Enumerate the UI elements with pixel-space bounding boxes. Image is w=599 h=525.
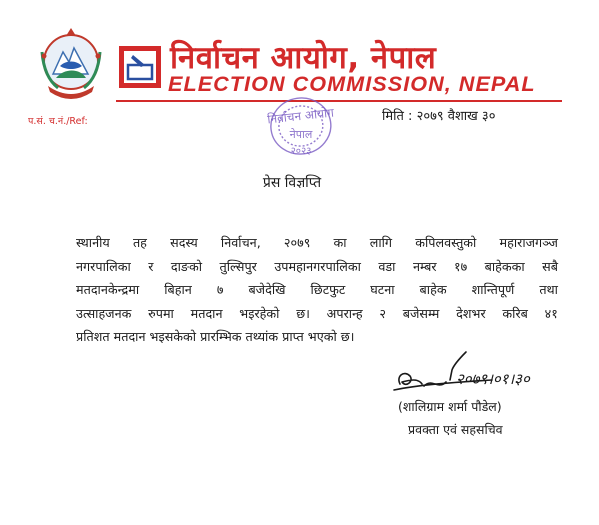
word: र [148,258,154,274]
word: तह [132,235,147,250]
word: उपमहानगरपालिका [274,258,361,274]
word: रुपमा [148,305,174,321]
nepal-emblem-icon [36,22,106,108]
line-text: प्रतिशत मतदान भइसकेको प्रारम्भिक तथ्यांक प्राप्त भएको छ। [76,329,355,345]
word: १७ [454,258,468,274]
word: वडा [378,258,396,274]
body-line-1 [76,231,558,255]
word: लागि [369,235,393,250]
word: करिब [502,305,528,321]
word: बजेदेखि [248,282,286,298]
signatory-title: प्रवक्ता एवं सहसचिव [408,422,503,437]
word: शान्तिपूर्ण [471,282,515,298]
stamp-line-1: निर्वाचन आयोग [266,105,335,127]
word: महाराजगञ्ज [499,235,558,250]
body-line-3 [76,278,558,302]
press-release-body [76,231,558,349]
commission-title-nepali: निर्वाचन आयोग, नेपाल [170,40,437,76]
issue-date: मिति : २०७९ वैशाख ३० [382,109,496,124]
word: तथा [539,282,558,298]
word: छ। [296,305,310,321]
ballot-box-logo-icon [118,45,162,89]
word: सबै [542,258,558,274]
word: उत्साहजनक [76,305,132,321]
handwritten-signature [392,350,562,402]
word: भइरहेको [239,305,280,321]
word: तुल्सिपुर [219,258,257,274]
press-release-heading: प्रेस विज्ञप्ति [262,175,322,191]
word: स्थानीय [76,235,110,250]
word: बाहेकका [484,258,525,274]
stamp-line-3: २०२३ [290,146,312,157]
word: २०७९ [283,235,311,250]
body-line-5 [76,325,558,349]
word: नगरपालिका [76,258,131,274]
signatory-name: (शालिग्राम शर्मा पौडेल) [398,399,502,414]
official-stamp [258,86,344,168]
word: अपरान्ह [326,305,363,321]
word: नम्बर [412,258,437,274]
word: बाहेक [419,282,447,298]
word: घटना [370,282,395,298]
reference-label: प.सं. च.नं./Ref: [28,116,88,127]
word: मतदान [190,305,223,321]
word: सदस्य [170,235,198,250]
stamp-line-2: नेपाल [289,128,313,141]
body-line-4 [76,302,558,326]
word: देशभर [456,305,486,321]
commission-title-english: ELECTION COMMISSION, NEPAL [168,73,536,96]
word: २ [379,305,386,321]
word: का [333,235,347,250]
word: ४१ [544,305,558,321]
body-line-2 [76,255,558,279]
word: निर्वाचन, [220,235,261,250]
signature-date: २०७९।०१।३० [456,370,530,388]
word: दाङको [170,258,203,274]
word: कपिलवस्तुको [415,235,477,250]
word: मतदानकेन्द्रमा [76,282,140,298]
word: बिहान [164,282,192,298]
word: बजेसम्म [402,305,440,321]
word: छिटफुट [310,282,346,298]
word: ७ [216,282,224,298]
